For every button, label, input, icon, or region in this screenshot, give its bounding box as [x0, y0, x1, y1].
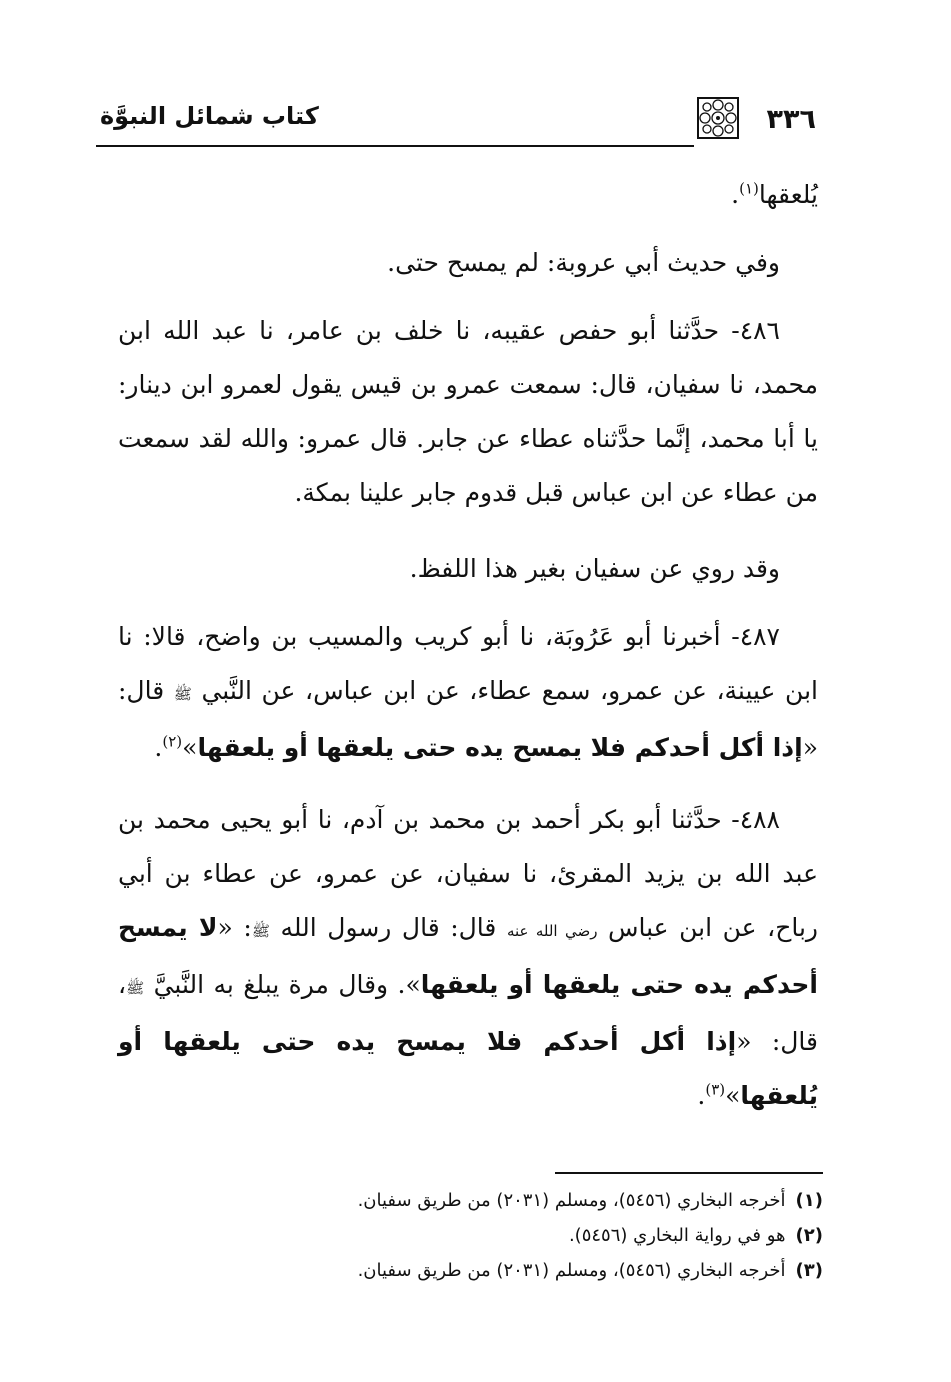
paragraph [118, 236, 818, 290]
text-run: قال: قال رسول الله [269, 913, 507, 942]
footnote-number: (٣) [795, 1260, 823, 1281]
footnote-text: أخرجه البخاري (٥٤٥٦)، ومسلم (٢٠٣١) من طريق سفيان. [357, 1190, 786, 1211]
footnote-number: (٢) [795, 1225, 823, 1246]
text-run: ». وقال مرة يبلغ به النَّبيَّ [144, 970, 421, 999]
page-header [96, 92, 816, 152]
text-run: » [182, 733, 198, 762]
footnote-ref[interactable]: (٣) [705, 1080, 726, 1099]
hadith-488 [118, 793, 818, 1123]
hadith-quote: إذا أكل أحدكم فلا يمسح يده حتى يلعقها أو يلعقها [197, 733, 803, 762]
footnote-ref[interactable]: (١) [739, 179, 759, 198]
salawat-glyph: ﷺ [126, 979, 145, 997]
footnote-separator [555, 1172, 823, 1174]
text-run: . [154, 733, 163, 762]
text-run: ٤٨٨- حدَّثنا أبو بكر أحمد بن محمد بن آدم، نا أبو يحيى محمد بن عبد الله بن يزيد المقرئ، نا سفيان، عن عمرو، عن عطاء بن أبي رباح، عن ابن عباس [118, 805, 818, 942]
hadith-487 [118, 610, 818, 775]
footnotes [123, 1183, 823, 1288]
footnote-number: (١) [795, 1190, 823, 1211]
footnote [123, 1253, 823, 1288]
hadith-486 [118, 304, 818, 520]
paragraph [118, 542, 818, 596]
salawat-glyph: ﷺ [173, 685, 192, 703]
hadith-quote: إذا أكل أحدكم فلا يمسح يده حتى يلعقها أو يُلعقها [118, 1027, 818, 1110]
text-run: ٤٨٧- أخبرنا أبو عَرُوبَة، نا أبو كريب والمسيب بن واضح، قالا: نا ابن عيينة، عن عمرو، سمع عطاء، عن ابن عباس، عن النَّبي [118, 622, 818, 705]
salawat-glyph: ﷺ [251, 922, 270, 940]
footnote-text: أخرجه البخاري (٥٤٥٦)، ومسلم (٢٠٣١) من طريق سفيان. [357, 1260, 786, 1281]
text-run: : « [217, 913, 252, 942]
main-text [118, 168, 818, 1123]
text-run: وقد روي عن سفيان بغير هذا اللفظ. [409, 554, 780, 583]
text-run: » [725, 1081, 741, 1110]
decorative-rosette-icon [696, 96, 740, 140]
text-run: وفي حديث أبي عروبة: لم يمسح حتى. [387, 248, 780, 277]
footnote [123, 1218, 823, 1253]
text-run: ، قال: « [118, 970, 818, 1056]
radiallahu-glyph: رضي الله عنه [506, 922, 598, 940]
page-number: ٣٣٦ [766, 104, 816, 135]
text-run: . [731, 180, 740, 209]
book-title: كتاب شمائل النبوَّة [100, 102, 319, 130]
hadith-quote: لا يمسح أحدكم يده حتى يلعقها أو يلعقها [118, 913, 818, 999]
text-run: يُلعقها [758, 180, 818, 209]
footnote [123, 1183, 823, 1218]
text-run: ٤٨٦- حدَّثنا أبو حفص عقيبه، نا خلف بن عامر، نا عبد الله ابن محمد، نا سفيان، قال: سمعت عمرو بن قيس يقول لعمرو ابن دينار: يا أبا محمد، إنَّما حدَّثناه عطاء عن جابر. قال عمرو: والله لقد سمعت من عطاء عن ابن عباس قبل قدوم جابر علينا بمكة. [118, 316, 818, 507]
paragraph [118, 168, 818, 222]
footnote-text: هو في رواية البخاري (٥٤٥٦). [568, 1225, 786, 1246]
text-run: قال: « [118, 676, 818, 762]
header-rule [96, 145, 694, 147]
footnote-ref[interactable]: (٢) [162, 732, 183, 751]
text-run: . [697, 1081, 706, 1110]
